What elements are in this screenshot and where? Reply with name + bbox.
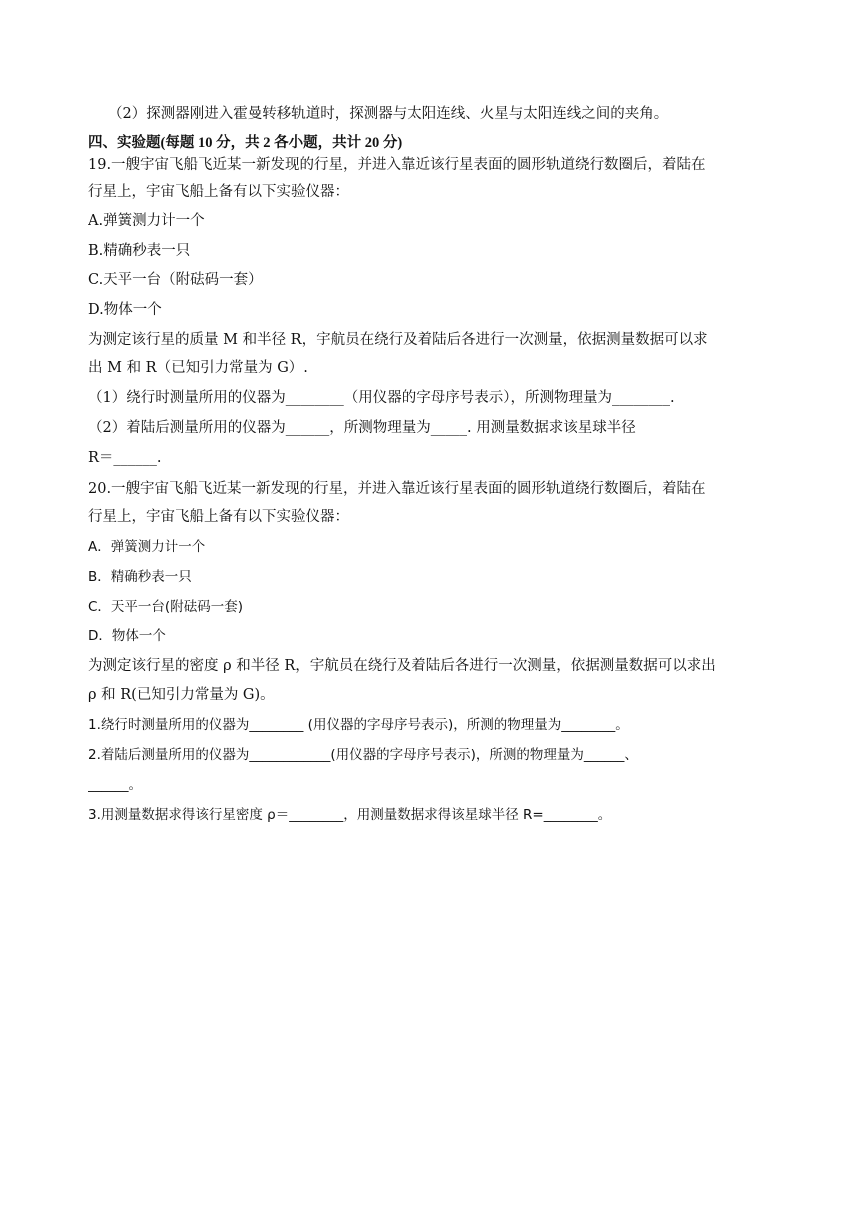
q20-part3: 3.用测量数据求得该行星密度 ρ＝________，用测量数据求得该星球半径 R=________。 [88, 807, 612, 823]
q19-option-a: A.弹簧测力计一个 [88, 213, 205, 229]
q19-part2-answer: R＝______. [88, 450, 162, 466]
q20-option-c: C．天平一台(附砝码一套) [88, 599, 243, 615]
q19-part2: （2）着陆后测量所用的仪器为______，所测物理量为_____. 用测量数据求该星球半径 [88, 420, 636, 436]
q20-part2-line2: ______。 [88, 777, 142, 793]
q19-task-line2: 出 M 和 R（已知引力常量为 G）. [88, 360, 308, 376]
q19-part1: （1）绕行时测量所用的仪器为________（用仪器的字母序号表示），所测物理量为________. [88, 390, 675, 406]
q20-task-line2: ρ 和 R(已知引力常量为 G)。 [88, 687, 275, 703]
q20-option-d: D．物体一个 [88, 628, 166, 644]
section-heading-experiments: 四、实验题(每题 10 分，共 2 各小题，共计 20 分) [88, 135, 403, 151]
q20-task-line1: 为测定该行星的密度 ρ 和半径 R，宇航员在绕行及着陆后各进行一次测量，依据测量数据可以求出 [88, 658, 716, 674]
q19-option-c: C.天平一台（附砝码一套） [88, 272, 263, 288]
q20-stem-line2: 行星上，宇宙飞船上备有以下实验仪器： [88, 509, 349, 525]
q19-task-line1: 为测定该行星的质量 M 和半径 R，宇航员在绕行及着陆后各进行一次测量，依据测量数据可以求 [88, 332, 708, 348]
q18-part2-text: （2）探测器刚进入霍曼转移轨道时，探测器与太阳连线、火星与太阳连线之间的夹角。 [108, 106, 669, 122]
q19-stem-line1: 19.一艘宇宙飞船飞近某一新发现的行星，并进入靠近该行星表面的圆形轨道绕行数圈后，着陆在 [88, 157, 706, 173]
q19-option-b: B.精确秒表一只 [88, 243, 191, 259]
q20-part1: 1.绕行时测量所用的仪器为________ (用仪器的字母序号表示)，所测的物理量为________。 [88, 717, 629, 733]
q20-part2-line1: 2.着陆后测量所用的仪器为____________(用仪器的字母序号表示)，所测的物理量为______、 [88, 747, 638, 763]
q20-option-b: B．精确秒表一只 [88, 569, 192, 585]
q20-stem-line1: 20.一艘宇宙飞船飞近某一新发现的行星，并进入靠近该行星表面的圆形轨道绕行数圈后，着陆在 [88, 481, 706, 497]
q19-option-d: D.物体一个 [88, 302, 162, 318]
q20-option-a: A．弹簧测力计一个 [88, 539, 206, 555]
q19-stem-line2: 行星上，宇宙飞船上备有以下实验仪器： [88, 184, 349, 200]
